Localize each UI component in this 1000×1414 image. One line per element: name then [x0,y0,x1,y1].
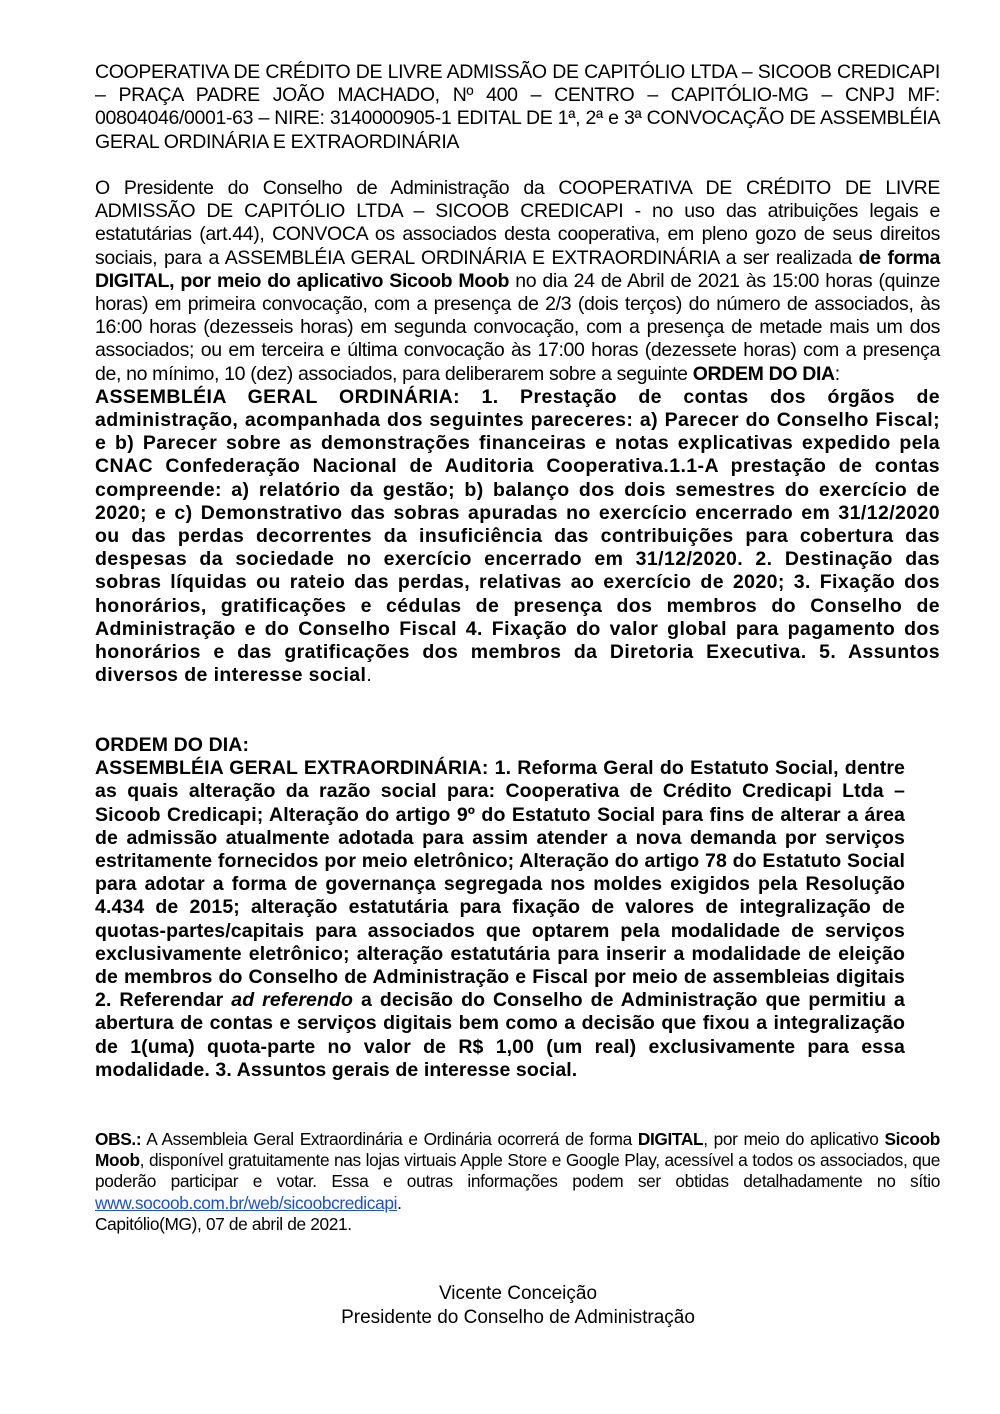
obs-label: OBS.: [95,1129,142,1149]
ordinary-agenda: ASSEMBLÉIA GERAL ORDINÁRIA: 1. Prestação de contas dos órgãos de administração, acompanhada dos seguintes pareceres: a) Parecer do Conselho Fiscal; e b) Parecer sobre as demonstrações financeiras e notas explicativas expedido pela CNAC Confederação Nacional de Auditoria Cooperativa.1.1-A prestação de contas compreende: a) relatório da gestão; b) balanço dos dois semestres do exercício de 2020; e c) Demonstrativo das sobras apuradas no exercício encerrado em 31/12/2020 ou das perdas decorrentes da insuficiência das contribuições para cobertura das despesas da sociedade no exercício encerrado em 31/12/2020. 2. Destinação das sobras líquidas ou rateio das perdas, relativas ao exercício de 2020; 3. Fixação dos honorários, gratificações e cédulas de presença dos membros do Conselho de Administração e do Conselho Fiscal 4. Fixação do valor global para pagamento dos honorários e das gratificações dos membros da Diretoria Executiva. 5. Assuntos diversos de interesse social [95,385,940,687]
obs-digital: DIGITAL [637,1129,704,1149]
document-header: COOPERATIVA DE CRÉDITO DE LIVRE ADMISSÃO DE CAPITÓLIO LTDA – SICOOB CREDICAPI – PRAÇA PADRE JOÃO MACHADO, Nº 400 – CENTRO – CAPITÓLIO-MG – CNPJ MF: 00804046/0001-63 – NIRE: 3140000905-1 EDITAL DE 1ª, 2ª e 3ª CONVOCAÇÃO DE ASSEMBLÉIA GERAL ORDINÁRIA E EXTRAORDINÁRIA [95,61,940,153]
obs-text: . [397,1192,402,1213]
observation-paragraph [95,1129,940,1235]
agenda-heading: ORDEM DO DIA: [95,734,250,756]
extraordinary-text: ASSEMBLÉIA GERAL EXTRAORDINÁRIA: 1. Reforma Geral do Estatuto Social, dentre as quais alteração da razão social para: Cooperativa de Crédito Credicapi Ltda – Sicoob Credicapi; Alteração do artigo 9º do Estatuto Social para fins de alterar a área de admissão atualmente adotada para assim atender a nova demanda por serviços estritamente fornecidos por meio eletrônico; Alteração do artigo 78 do Estatuto Social para adotar a forma de governança segregada nos moldes exigidos pela Resolução 4.434 de 2015; alteração estatutária para fixação de valores de integralização de quotas-partes/capitais para associados que optarem pela modalidade de serviços exclusivamente eletrônico; alteração estatutária para inserir a modalidade de eleição de membros do Conselho de Administração e Fiscal por meio de assembleias digitais 2. Referendar [95,757,905,1012]
obs-app-name: Sicoob Moob [95,1129,940,1171]
convocation-text: O Presidente do Conselho de Administração da COOPERATIVA DE CRÉDITO DE LIVRE ADMISSÃO DE CAPITÓLIO LTDA – SICOOB CREDICAPI - no uso das atribuições legais e estatutárias (art.44), CONVOCA os associados desta cooperativa, em pleno gozo de seus direitos sociais, para a ASSEMBLÉIA GERAL ORDINÁRIA E EXTRAORDINÁRIA a ser realizada [95,177,940,269]
agenda-label: ORDEM DO DIA [692,362,835,385]
signature-block [0,1282,1000,1329]
convocation-schedule: no dia 24 de Abril de 2021 às 15:00 horas (quinze horas) em primeira convocação, com a presença de 2/3 (dois terços) do número de associados, às 16:00 horas (dezesseis horas) em segunda convocação, com a presença de metade mais um dos associados; ou em terceira e última convocação às 17:00 horas (dezessete horas) com a presença de, no mínimo, 10 (dez) associados, para deliberarem sobre a seguinte [95,269,940,385]
digital-format-note: de forma DIGITAL, por meio do aplicativo Sicoob Moob [95,246,940,292]
place-date: Capitólio(MG), 07 de abril de 2021. [95,1213,352,1234]
website-link[interactable]: www.socoob.com.br/web/sicoobcredicapi [95,1192,398,1213]
obs-text: A Assembleia Geral Extraordinária e Ordinária ocorrerá de forma [141,1129,638,1149]
extraordinary-text-end: a decisão do Conselho de Administração que permitiu a abertura de contas e serviços digitais bem como a decisão que fixou a integralização de 1(uma) quota-parte no valor de R$ 1,00 (um real) exclusivamente para essa modalidade. 3. Assuntos gerais de interesse social. [95,989,905,1081]
convocation-paragraph [95,177,940,687]
extraordinary-agenda [95,734,905,1082]
signer-role: Presidente do Conselho de Administração [341,1306,695,1328]
colon: : [834,362,840,385]
obs-text: , por meio do aplicativo [703,1129,885,1149]
signer-name: Vicente Conceição [438,1283,598,1304]
period: . [366,664,372,687]
ad-referendo: ad referendo [231,989,354,1012]
obs-text: , disponível gratuitamente nas lojas virtuais Apple Store e Google Play, acessível a todos os associados, que poderão participar e votar. Essa e outras informações podem ser obtidas detalhadamente no sítio [95,1150,940,1192]
